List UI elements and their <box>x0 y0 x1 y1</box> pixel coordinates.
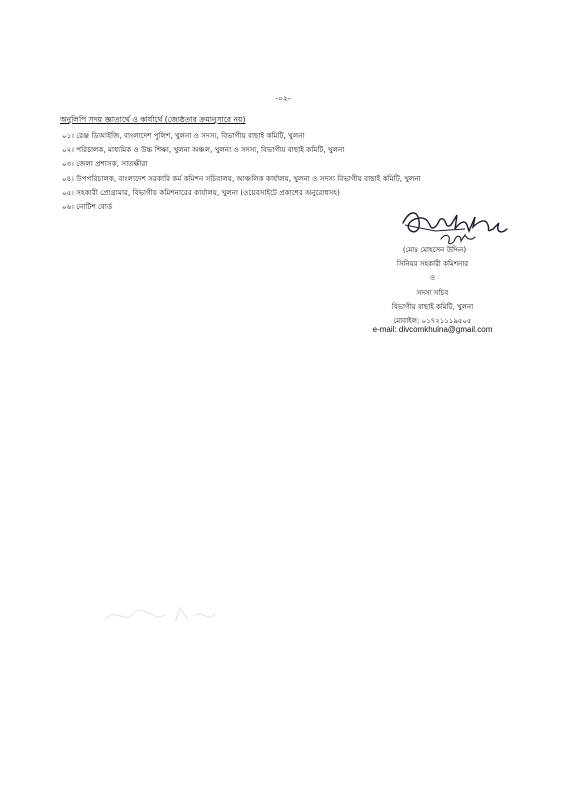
cc-item: ০৫। সহকারী প্রোগ্রামার, বিভাগীয় কমিশনারের কার্যালয়, খুলনা (ওয়েবসাইটে প্রকাশের অনুরোধসহ) <box>62 187 340 197</box>
cc-item: ০৩। জেলা প্রশাসক, সাতক্ষীরা <box>62 159 148 169</box>
signatory-name: (মোঃ মোহসেন উদ্দিন) <box>402 246 467 254</box>
cc-item: ০২। পরিচালক, মাধ্যমিক ও উচ্চ শিক্ষা, খুলনা অঞ্চল, খুলনা ও সদস্য, বিভাগীয় বাছাই কমিটি, খুলনা <box>62 145 345 155</box>
cc-item: ০৪। উপপরিচালক, বাংলাদেশ সরকারি কর্ম কমিশন সচিবালয়, আঞ্চলিক কার্যালয়, খুলনা ও সদস্য বিভাগীয় বাছাই কমিটি, খুলনা <box>62 173 421 183</box>
cc-item: ০১। রেঞ্জ ডিআইজি, বাংলাদেশ পুলিশ, খুলনা ও সদস্য, বিভাগীয় বাছাই কমিটি, খুলনা <box>62 131 305 140</box>
signatory-mobile: মোবাইল: ০১৭২১১১৯৫০৫ <box>393 317 472 325</box>
page-number: -০২- <box>275 94 291 103</box>
signatory-title: সিনিয়র সহকারী কমিশনার <box>396 260 469 268</box>
signature-block <box>350 205 520 335</box>
signatory-committee: বিভাগীয় বাছাই কমিটি, খুলনা <box>391 303 474 311</box>
cc-item: ০৬। নোটিশ বোর্ড <box>62 202 113 212</box>
faint-scan-mark <box>100 600 220 630</box>
cc-heading: অনুলিপি সদয় জ্ঞাতার্থে ও কার্যার্থে (জ্যেষ্ঠতার ক্রমানুসারে নয়) <box>60 115 246 124</box>
signatory-and: ও <box>429 274 436 282</box>
cc-list <box>62 129 421 214</box>
signatory-email: e-mail: divcomkhulna@gmail.com <box>372 325 493 334</box>
signatory-role: সদস্য সচিব <box>416 289 449 297</box>
